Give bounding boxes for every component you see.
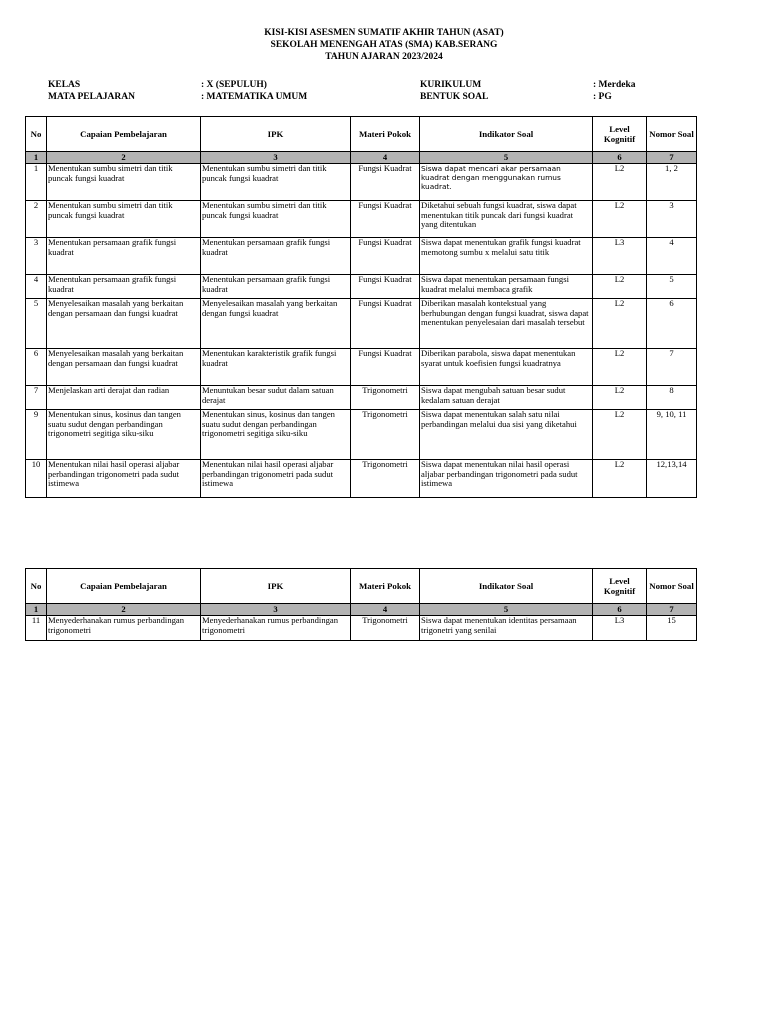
cell-materi: Trigonometri bbox=[351, 386, 420, 410]
cell-level: L2 bbox=[593, 275, 647, 299]
cell-nomor: 3 bbox=[647, 201, 697, 238]
col-header-ipk: IPK bbox=[201, 117, 351, 152]
cell-cp: Menyelesaikan masalah yang berkaitan dengan persamaan dan fungsi kuadrat bbox=[47, 299, 201, 349]
cell-materi: Fungsi Kuadrat bbox=[351, 201, 420, 238]
kurikulum-value: : Merdeka bbox=[593, 80, 636, 90]
cell-indikator: Siswa dapat menentukan grafik fungsi kuadrat memotong sumbu x melalui satu titik bbox=[420, 238, 593, 275]
kisi-table-2 bbox=[25, 568, 697, 641]
col-num: 3 bbox=[201, 604, 351, 616]
cell-nomor: 5 bbox=[647, 275, 697, 299]
cell-materi: Trigonometri bbox=[351, 410, 420, 460]
col-header-materi: Materi Pokok bbox=[351, 117, 420, 152]
cell-indikator: Siswa dapat menentukan salah satu nilai perbandingan melalui dua sisi yang diketahui bbox=[420, 410, 593, 460]
cell-nomor: 8 bbox=[647, 386, 697, 410]
cell-cp: Menentukan sumbu simetri dan titik puncak fungsi kuadrat bbox=[47, 164, 201, 201]
cell-ipk: Menentukan persamaan grafik fungsi kuadrat bbox=[201, 238, 351, 275]
cell-indikator: Siswa dapat menentukan identitas persamaan trigonetri yang senilai bbox=[420, 616, 593, 641]
cell-level: L3 bbox=[593, 616, 647, 641]
col-num: 6 bbox=[593, 604, 647, 616]
column-number-row bbox=[26, 152, 697, 164]
cell-nomor: 15 bbox=[647, 616, 697, 641]
table-row bbox=[26, 201, 697, 238]
cell-level: L2 bbox=[593, 460, 647, 498]
cell-no: 7 bbox=[26, 386, 47, 410]
cell-materi: Fungsi Kuadrat bbox=[351, 349, 420, 386]
cell-level: L2 bbox=[593, 410, 647, 460]
cell-no: 6 bbox=[26, 349, 47, 386]
cell-level: L2 bbox=[593, 386, 647, 410]
cell-cp: Menjelaskan arti derajat dan radian bbox=[47, 386, 201, 410]
cell-ipk: Menuntukan besar sudut dalam satuan derajat bbox=[201, 386, 351, 410]
cell-cp: Menyelesaikan masalah yang berkaitan dengan persamaan dan fungsi kuadrat bbox=[47, 349, 201, 386]
col-header-nomor: Nomor Soal bbox=[647, 117, 697, 152]
cell-cp: Menyederhanakan rumus perbandingan trigonometri bbox=[47, 616, 201, 641]
table-row bbox=[26, 386, 697, 410]
mapel-value: : MATEMATIKA UMUM bbox=[201, 92, 308, 102]
col-header-cp: Capaian Pembelajaran bbox=[47, 117, 201, 152]
cell-nomor: 9, 10, 11 bbox=[647, 410, 697, 460]
cell-indikator: Siswa dapat menentukan persamaan fungsi kuadrat melalui membaca grafik bbox=[420, 275, 593, 299]
col-num: 6 bbox=[593, 152, 647, 164]
cell-indikator: Siswa dapat mengubah satuan besar sudut kedalam satuan derajat bbox=[420, 386, 593, 410]
cell-nomor: 12,13,14 bbox=[647, 460, 697, 498]
cell-no: 2 bbox=[26, 201, 47, 238]
col-num: 2 bbox=[47, 152, 201, 164]
col-header-materi: Materi Pokok bbox=[351, 569, 420, 604]
col-num: 1 bbox=[26, 152, 47, 164]
cell-cp: Menentukan sinus, kosinus dan tangen suatu sudut dengan perbandingan trigonometri segitiga siku-siku bbox=[47, 410, 201, 460]
col-num: 3 bbox=[201, 152, 351, 164]
kelas-label: KELAS bbox=[48, 80, 81, 90]
table-row bbox=[26, 349, 697, 386]
doc-title: KISI-KISI ASESMEN SUMATIF AKHIR TAHUN (ASAT) bbox=[264, 28, 504, 38]
table-row bbox=[26, 299, 697, 349]
cell-materi: Fungsi Kuadrat bbox=[351, 299, 420, 349]
cell-materi: Fungsi Kuadrat bbox=[351, 238, 420, 275]
cell-no: 5 bbox=[26, 299, 47, 349]
cell-indikator: Siswa dapat menentukan nilai hasil operasi aljabar perbandingan trigonometri pada sudut istimewa bbox=[420, 460, 593, 498]
col-num: 4 bbox=[351, 604, 420, 616]
cell-nomor: 6 bbox=[647, 299, 697, 349]
cell-ipk: Menentukan sumbu simetri dan titik puncak fungsi kuadrat bbox=[201, 201, 351, 238]
cell-cp: Menentukan persamaan grafik fungsi kuadrat bbox=[47, 275, 201, 299]
mapel-label: MATA PELAJARAN bbox=[48, 92, 135, 102]
cell-materi: Trigonometri bbox=[351, 460, 420, 498]
cell-materi: Fungsi Kuadrat bbox=[351, 275, 420, 299]
cell-no: 3 bbox=[26, 238, 47, 275]
bentuk-label: BENTUK SOAL bbox=[420, 92, 489, 102]
cell-level: L2 bbox=[593, 349, 647, 386]
cell-no: 11 bbox=[26, 616, 47, 641]
cell-ipk: Menentukan nilai hasil operasi aljabar perbandingan trigonometri pada sudut istimewa bbox=[201, 460, 351, 498]
cell-ipk: Menentukan sinus, kosinus dan tangen suatu sudut dengan perbandingan trigonometri segitiga siku-siku bbox=[201, 410, 351, 460]
cell-no: 9 bbox=[26, 410, 47, 460]
bentuk-value: : PG bbox=[593, 92, 612, 102]
school-name: SEKOLAH MENENGAH ATAS (SMA) KAB.SERANG bbox=[270, 40, 498, 50]
col-header-indikator: Indikator Soal bbox=[420, 117, 593, 152]
cell-no: 1 bbox=[26, 164, 47, 201]
table-row bbox=[26, 616, 697, 641]
col-header-nomor: Nomor Soal bbox=[647, 569, 697, 604]
cell-level: L2 bbox=[593, 201, 647, 238]
cell-cp: Menentukan persamaan grafik fungsi kuadrat bbox=[47, 238, 201, 275]
table-row bbox=[26, 275, 697, 299]
cell-ipk: Menentukan sumbu simetri dan titik puncak fungsi kuadrat bbox=[201, 164, 351, 201]
header-row bbox=[26, 569, 697, 604]
cell-cp: Menentukan sumbu simetri dan titik puncak fungsi kuadrat bbox=[47, 201, 201, 238]
cell-materi: Trigonometri bbox=[351, 616, 420, 641]
col-num: 7 bbox=[647, 152, 697, 164]
cell-nomor: 7 bbox=[647, 349, 697, 386]
cell-level: L2 bbox=[593, 164, 647, 201]
col-num: 2 bbox=[47, 604, 201, 616]
cell-ipk: Menentukan karakteristik grafik fungsi kuadrat bbox=[201, 349, 351, 386]
col-num: 1 bbox=[26, 604, 47, 616]
table-row bbox=[26, 460, 697, 498]
col-header-indikator: Indikator Soal bbox=[420, 569, 593, 604]
col-header-level: Level Kognitif bbox=[593, 569, 647, 604]
col-num: 4 bbox=[351, 152, 420, 164]
cell-indikator: Diberikan parabola, siswa dapat menentukan syarat untuk koefisien fungsi kuadratnya bbox=[420, 349, 593, 386]
col-header-level: Level Kognitif bbox=[593, 117, 647, 152]
table-row bbox=[26, 410, 697, 460]
cell-level: L2 bbox=[593, 299, 647, 349]
col-header-no: No bbox=[26, 117, 47, 152]
col-num: 5 bbox=[420, 152, 593, 164]
col-header-no: No bbox=[26, 569, 47, 604]
cell-indikator: Siswa dapat mencari akar persamaan kuadrat dengan menggunakan rumus kuadrat. bbox=[420, 164, 593, 201]
col-num: 5 bbox=[420, 604, 593, 616]
academic-year: TAHUN AJARAN 2023/2024 bbox=[325, 52, 443, 62]
table-row bbox=[26, 164, 697, 201]
cell-ipk: Menyelesaikan masalah yang berkaitan dengan fungsi kuadrat bbox=[201, 299, 351, 349]
column-number-row bbox=[26, 604, 697, 616]
col-header-ipk: IPK bbox=[201, 569, 351, 604]
cell-no: 10 bbox=[26, 460, 47, 498]
cell-indikator: Diberikan masalah kontekstual yang berhubungan dengan fungsi kuadrat, siswa dapat menentukan penyelesaian dari masalah tersebut bbox=[420, 299, 593, 349]
kisi-table-1 bbox=[25, 116, 697, 498]
col-num: 7 bbox=[647, 604, 697, 616]
header-row bbox=[26, 117, 697, 152]
cell-indikator: Diketahui sebuah fungsi kuadrat, siswa dapat menentukan titik puncak dari fungsi kuadrat yang ditentukan bbox=[420, 201, 593, 238]
cell-nomor: 1, 2 bbox=[647, 164, 697, 201]
kelas-value: : X (SEPULUH) bbox=[201, 80, 267, 90]
cell-no: 4 bbox=[26, 275, 47, 299]
cell-materi: Fungsi Kuadrat bbox=[351, 164, 420, 201]
cell-nomor: 4 bbox=[647, 238, 697, 275]
col-header-cp: Capaian Pembelajaran bbox=[47, 569, 201, 604]
cell-ipk: Menentukan persamaan grafik fungsi kuadrat bbox=[201, 275, 351, 299]
cell-level: L3 bbox=[593, 238, 647, 275]
cell-cp: Menentukan nilai hasil operasi aljabar perbandingan trigonometri pada sudut istimewa bbox=[47, 460, 201, 498]
table-row bbox=[26, 238, 697, 275]
cell-ipk: Menyederhanakan rumus perbandingan trigonometri bbox=[201, 616, 351, 641]
kurikulum-label: KURIKULUM bbox=[420, 80, 482, 90]
